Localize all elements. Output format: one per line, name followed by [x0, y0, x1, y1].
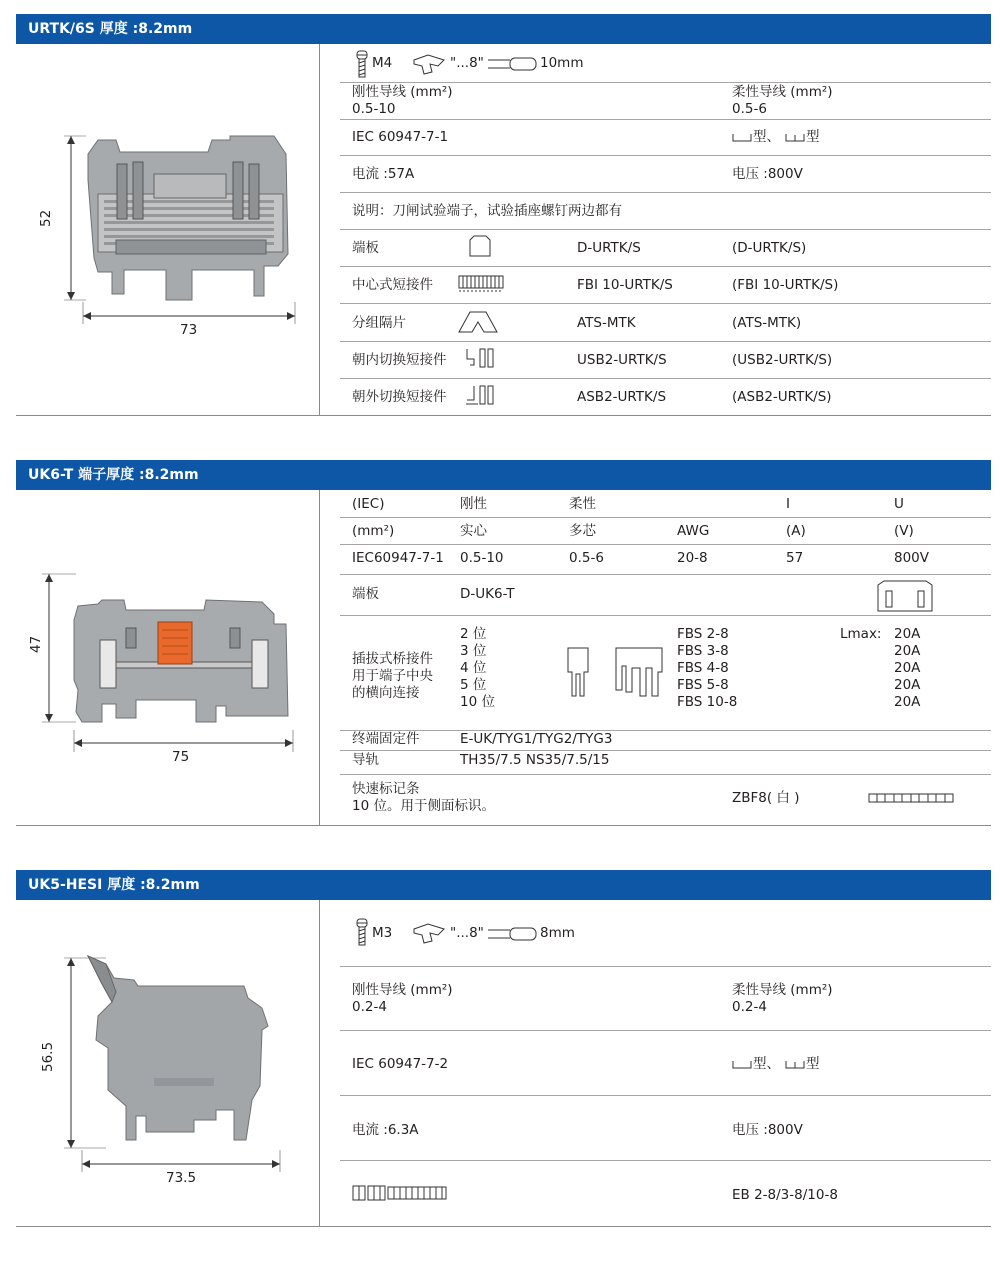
table-subhead: 实心 [460, 523, 487, 539]
row-rule [340, 82, 991, 83]
row-rule [340, 229, 991, 230]
product-drawing [16, 490, 319, 825]
section-header: UK6-T 端子厚度 :8.2mm [16, 460, 991, 490]
row-rule [340, 378, 991, 379]
width-dimension: 75 [172, 749, 190, 765]
fbs-code: FBS 2-8 [677, 626, 729, 642]
table-head: 刚性 [460, 496, 487, 512]
table-cell: IEC60947-7-1 [352, 550, 444, 566]
accessory-name: 朝内切换短接件 [352, 352, 447, 368]
accessory-code: D-URTK/S [577, 240, 641, 256]
row-rule [340, 341, 991, 342]
screw-icon [352, 50, 372, 80]
end-plate-label: 端板 [352, 586, 379, 602]
table-subhead: (V) [894, 523, 914, 539]
position-count: 3 位 [460, 643, 487, 659]
flex-wire-label: 柔性导线 (mm²) [732, 84, 833, 100]
row-rule [340, 303, 991, 304]
rail-label: 导轨 [352, 752, 379, 768]
fbs-code: FBS 10-8 [677, 694, 738, 710]
flex-wire-label: 柔性导线 (mm²) [732, 982, 833, 998]
accessory-code: FBI 10-URTK/S [577, 277, 673, 293]
fbs-code: FBS 5-8 [677, 677, 729, 693]
u-type-icon-2 [785, 1059, 805, 1071]
current-rating: 电流 :6.3A [352, 1122, 419, 1138]
position-count: 5 位 [460, 677, 487, 693]
row-rule [340, 730, 991, 731]
height-dimension: 47 [28, 635, 44, 653]
flex-wire-value: 0.5-6 [732, 101, 767, 117]
row-rule [340, 517, 991, 518]
row-rule [340, 192, 991, 193]
end-plate-icon [465, 234, 495, 258]
bridge-label: 的横向连接 [352, 685, 420, 701]
edge-bridge-icon [352, 1182, 448, 1202]
section-uk5hesi [16, 870, 991, 1227]
u-type-icon [732, 1059, 752, 1071]
position-count: 4 位 [460, 660, 487, 676]
section-header: URTK/6S 厚度 :8.2mm [16, 14, 991, 44]
ampere-value: 20A [894, 643, 921, 659]
spec-panel [340, 44, 991, 415]
accessory-name: 中心式短接件 [352, 277, 433, 293]
screwdriver-slot-icon [412, 921, 446, 945]
current-rating: 电流 :57A [352, 166, 415, 182]
screw-icon [352, 918, 372, 948]
table-cell: 0.5-6 [569, 550, 604, 566]
position-count: 10 位 [460, 694, 495, 710]
end-plate-icon [874, 579, 936, 613]
position-count: 2 位 [460, 626, 487, 642]
marker-label: 快速标记条 [352, 781, 420, 797]
table-head: I [786, 496, 790, 512]
wire-strip-icon [488, 56, 538, 72]
terminal-block-image [16, 490, 319, 826]
screwdriver-slot-icon [412, 52, 446, 76]
bridge-label: 用于端子中央 [352, 668, 433, 684]
row-rule [340, 544, 991, 545]
rigid-wire-label: 刚性导线 (mm²) [352, 982, 453, 998]
rail-value: TH35/7.5 NS35/7.5/15 [460, 752, 610, 768]
ampere-value: 20A [894, 694, 921, 710]
row-rule [340, 615, 991, 616]
partition-plate-icon [458, 308, 498, 334]
row-rule [340, 1160, 991, 1161]
marker-code: ZBF8( 白 ) [732, 790, 800, 806]
table-head: (IEC) [352, 496, 385, 512]
width-dimension: 73.5 [166, 1170, 197, 1186]
outward-switch-bridge-icon [464, 383, 500, 407]
type-text-2: 型 [806, 129, 820, 145]
accessory-alt: (ASB2-URTK/S) [732, 389, 832, 405]
width-dimension: 73 [180, 322, 198, 338]
column-divider [319, 490, 320, 825]
table-head: 柔性 [569, 496, 596, 512]
row-rule [340, 1095, 991, 1096]
row-rule [340, 1030, 991, 1031]
strip-range: "...8" [450, 55, 484, 71]
bridge-code: EB 2-8/3-8/10-8 [732, 1187, 838, 1203]
table-subhead: 多芯 [569, 523, 596, 539]
fbs-code: FBS 3-8 [677, 643, 729, 659]
table-head: U [894, 496, 904, 512]
row-rule [340, 774, 991, 775]
height-dimension: 56.5 [40, 1041, 56, 1072]
flex-wire-value: 0.2-4 [732, 999, 767, 1015]
section-body [16, 900, 991, 1227]
spec-panel [340, 900, 991, 1226]
table-subhead: (mm²) [352, 523, 395, 539]
accessory-code: ATS-MTK [577, 315, 636, 331]
screw-size: M3 [372, 925, 393, 941]
table-subhead: AWG [677, 523, 710, 539]
ampere-value: 20A [894, 677, 921, 693]
accessory-code: USB2-URTK/S [577, 352, 667, 368]
type-text: 型、 [753, 1056, 780, 1072]
end-fixing-label: 终端固定件 [352, 731, 420, 747]
accessory-name: 端板 [352, 240, 379, 256]
screw-size: M4 [372, 55, 393, 71]
terminal-block-image [16, 44, 319, 416]
accessory-name: 分组隔片 [352, 315, 406, 331]
row-rule [340, 966, 991, 967]
table-cell: 57 [786, 550, 804, 566]
end-plate-code: D-UK6-T [460, 586, 515, 602]
row-rule [340, 119, 991, 120]
section-header: UK5-HESI 厚度 :8.2mm [16, 870, 991, 900]
strip-range: "...8" [450, 925, 484, 941]
section-body [16, 44, 991, 416]
strip-length: 8mm [540, 925, 575, 941]
spec-panel [340, 490, 991, 825]
row-rule [340, 574, 991, 575]
marker-description: 10 位。用于侧面标识。 [352, 798, 495, 814]
iec-standard: IEC 60947-7-2 [352, 1056, 449, 1072]
accessory-alt: (FBI 10-URTK/S) [732, 277, 839, 293]
center-bridge-icon [458, 274, 504, 294]
description-note: 说明：刀闸试验端子，试验插座螺钉两边都有 [352, 203, 622, 219]
type-text: 型、 [753, 129, 780, 145]
accessory-alt: (ATS-MTK) [732, 315, 802, 331]
strip-length: 10mm [540, 55, 584, 71]
u-type-icon [732, 132, 752, 144]
row-rule [340, 155, 991, 156]
lmax-label: Lmax: [840, 626, 882, 642]
voltage-rating: 电压 :800V [732, 1122, 803, 1138]
rigid-wire-value: 0.5-10 [352, 101, 396, 117]
table-cell: 800V [894, 550, 930, 566]
rigid-wire-value: 0.2-4 [352, 999, 387, 1015]
inward-switch-bridge-icon [464, 346, 500, 370]
iec-standard: IEC 60947-7-1 [352, 129, 449, 145]
bridge-label: 插拔式桥接件 [352, 651, 433, 667]
product-drawing [16, 44, 319, 415]
ampere-value: 20A [894, 660, 921, 676]
fbs-code: FBS 4-8 [677, 660, 729, 676]
column-divider [319, 900, 320, 1226]
row-rule [340, 266, 991, 267]
plug-in-bridge-icon [566, 644, 676, 700]
marker-strip-icon [868, 793, 954, 803]
u-type-icon-2 [785, 132, 805, 144]
accessory-name: 朝外切换短接件 [352, 389, 447, 405]
table-cell: 0.5-10 [460, 550, 504, 566]
row-rule [340, 750, 991, 751]
accessory-alt: (USB2-URTK/S) [732, 352, 833, 368]
column-divider [319, 44, 320, 415]
end-fixing-value: E-UK/TYG1/TYG2/TYG3 [460, 731, 613, 747]
accessory-alt: (D-URTK/S) [732, 240, 807, 256]
ampere-value: 20A [894, 626, 921, 642]
section-body [16, 490, 991, 826]
type-text-2: 型 [806, 1056, 820, 1072]
table-subhead: (A) [786, 523, 806, 539]
voltage-rating: 电压 :800V [732, 166, 803, 182]
table-cell: 20-8 [677, 550, 708, 566]
wire-strip-icon [488, 926, 538, 942]
section-uk6t [16, 460, 991, 826]
rigid-wire-label: 刚性导线 (mm²) [352, 84, 453, 100]
section-urtk [16, 14, 991, 416]
accessory-code: ASB2-URTK/S [577, 389, 667, 405]
height-dimension: 52 [38, 209, 54, 227]
product-drawing [16, 900, 319, 1226]
